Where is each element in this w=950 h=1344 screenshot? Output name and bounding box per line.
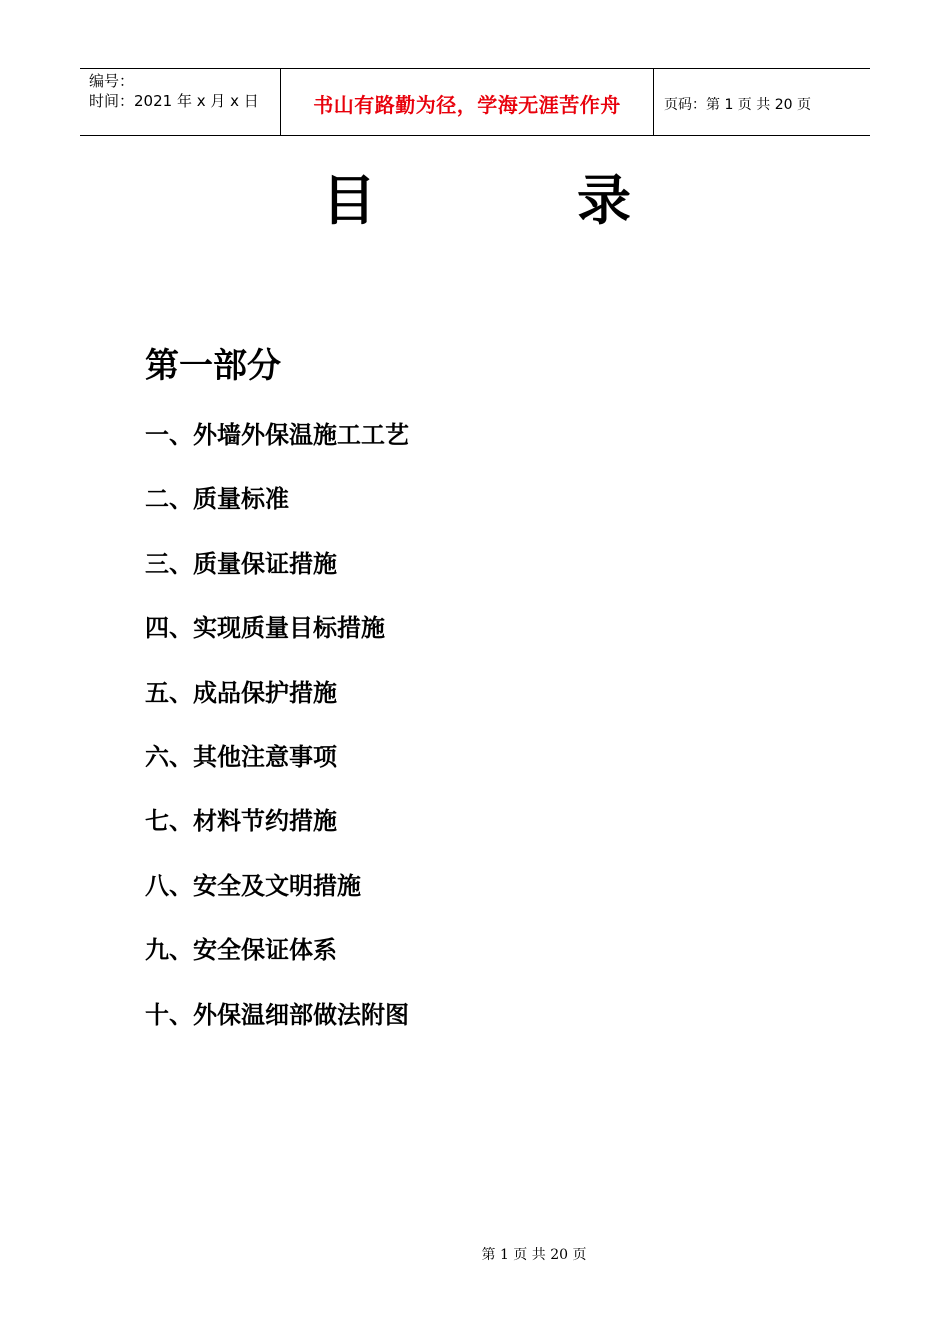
toc-item: 十、外保温细部做法附图	[145, 1000, 409, 1029]
header-page-cell	[654, 69, 870, 135]
page-info: 页码：第 1 页 共 20 页	[664, 96, 811, 113]
toc-list	[145, 414, 409, 1058]
header-motto-cell	[281, 69, 654, 135]
time-label: 时间：2021 年 x 月 x 日	[89, 92, 259, 110]
footer-page-number: 第 1 页 共 20 页	[481, 1247, 587, 1263]
toc-item: 五、成品保护措施	[145, 678, 337, 707]
toc-item: 六、其他注意事项	[145, 742, 337, 771]
number-label: 编号：	[89, 72, 135, 90]
toc-item: 七、材料节约措施	[145, 807, 337, 836]
page-title	[0, 166, 950, 236]
toc-item: 一、外墙外保温施工工艺	[145, 421, 409, 449]
header-table	[80, 68, 870, 136]
title-char-2: 录	[577, 169, 631, 232]
motto-text: 书山有路勤为径，学海无涯苦作舟	[313, 93, 621, 117]
title-char-1: 目	[322, 169, 376, 232]
header-meta-cell	[80, 69, 281, 135]
toc-item: 四、实现质量目标措施	[145, 614, 385, 643]
toc-item: 八、安全及文明措施	[145, 871, 361, 900]
toc-item: 九、安全保证体系	[145, 936, 337, 965]
page-footer	[0, 1245, 950, 1265]
part-heading: 第一部分	[145, 346, 281, 386]
toc-item: 三、质量保证措施	[145, 549, 337, 578]
toc-item: 二、质量标准	[145, 485, 289, 514]
